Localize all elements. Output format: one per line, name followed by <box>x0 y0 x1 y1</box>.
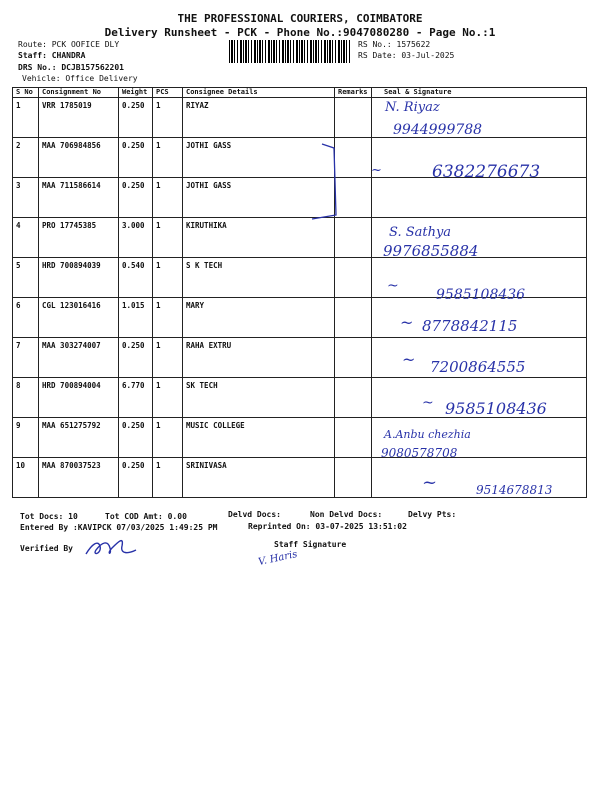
staff-signature: V. Haris <box>257 549 299 568</box>
cell-pcs: 1 <box>153 138 183 178</box>
col-pcs: PCS <box>153 88 183 98</box>
cell-consignment: MAA 870037523 <box>39 458 119 498</box>
cell-remarks <box>335 338 372 378</box>
table-row <box>13 178 587 218</box>
cell-consignment: PRO 17745385 <box>39 218 119 258</box>
cell-sno: 7 <box>13 338 39 378</box>
cell-remarks <box>335 178 372 218</box>
cell-pcs: 1 <box>153 378 183 418</box>
cell-pcs: 1 <box>153 418 183 458</box>
cell-consignee: SRINIVASA <box>183 458 335 498</box>
cell-consignment: HRD 700894039 <box>39 258 119 298</box>
cell-remarks <box>335 378 372 418</box>
handwritten-name: S. Sathya <box>389 225 452 240</box>
handwritten-mark: ~ <box>422 395 434 411</box>
cell-remarks <box>335 298 372 338</box>
cell-weight: 0.540 <box>119 258 153 298</box>
cell-sno: 5 <box>13 258 39 298</box>
handwritten-mark: ~ <box>402 350 416 369</box>
cell-pcs: 1 <box>153 258 183 298</box>
handwritten-phone: 9080578708 <box>381 446 458 460</box>
cell-weight: 6.770 <box>119 378 153 418</box>
non-delivered-docs: Non Delvd Docs: <box>310 510 383 519</box>
staff-label: Staff: CHANDRA <box>18 51 86 60</box>
table-row <box>13 218 587 258</box>
delivered-docs: Delvd Docs: <box>228 510 281 519</box>
cell-sno: 3 <box>13 178 39 218</box>
table-header-row <box>13 88 587 98</box>
col-signature: Seal & Signature <box>372 88 587 98</box>
cell-remarks <box>335 258 372 298</box>
staff-signature-label: Staff Signature <box>274 540 347 549</box>
cell-weight: 3.000 <box>119 218 153 258</box>
cell-consignee: S K TECH <box>183 258 335 298</box>
handwritten-mark: ~ <box>387 278 399 294</box>
cell-weight: 0.250 <box>119 98 153 138</box>
cell-remarks <box>335 418 372 458</box>
cell-sno: 9 <box>13 418 39 458</box>
cell-consignee: JOTHI GASS <box>183 178 335 218</box>
cell-pcs: 1 <box>153 338 183 378</box>
cell-pcs: 1 <box>153 98 183 138</box>
handwritten-name: N. Riyaz <box>385 100 440 115</box>
cell-weight: 0.250 <box>119 458 153 498</box>
runsheet-subtitle: Delivery Runsheet - PCK - Phone No.:9047080280 - Page No.:1 <box>104 26 496 39</box>
handwritten-phone: 9585108436 <box>436 287 526 303</box>
col-remarks: Remarks <box>335 88 372 98</box>
cell-consignment: CGL 123016416 <box>39 298 119 338</box>
cell-pcs: 1 <box>153 218 183 258</box>
col-weight: Weight <box>119 88 153 98</box>
cell-remarks <box>335 218 372 258</box>
cell-pcs: 1 <box>153 178 183 218</box>
cell-consignee: MARY <box>183 298 335 338</box>
handwritten-phone: 9944999788 <box>393 122 483 138</box>
handwritten-name: A.Anbu chezhia <box>384 428 471 441</box>
cell-consignee: JOTHI GASS <box>183 138 335 178</box>
cell-signature <box>372 178 587 218</box>
cell-consignment: VRR 1785019 <box>39 98 119 138</box>
cell-pcs: 1 <box>153 298 183 338</box>
cell-sno: 6 <box>13 298 39 338</box>
reprinted-on: Reprinted On: 03-07-2025 13:51:02 <box>248 522 407 531</box>
cell-consignee: MUSIC COLLEGE <box>183 418 335 458</box>
col-sno: S No <box>13 88 39 98</box>
cell-consignee: KIRUTHIKA <box>183 218 335 258</box>
cell-weight: 0.250 <box>119 138 153 178</box>
handwritten-phone: 7200864555 <box>430 358 526 376</box>
delivery-points: Delvy Pts: <box>408 510 457 519</box>
cell-sno: 2 <box>13 138 39 178</box>
cell-consignment: MAA 303274007 <box>39 338 119 378</box>
cell-sno: 4 <box>13 218 39 258</box>
cell-remarks <box>335 458 372 498</box>
verified-signature <box>82 532 142 562</box>
drs-number: DRS No.: DCJB157562201 <box>18 63 124 72</box>
rs-date: RS Date: 03-Jul-2025 <box>358 51 455 60</box>
table-row <box>13 418 587 458</box>
cell-sno: 1 <box>13 98 39 138</box>
verified-by-label: Verified By <box>20 544 73 553</box>
cell-weight: 0.250 <box>119 178 153 218</box>
col-consignment: Consignment No <box>39 88 119 98</box>
total-docs: Tot Docs: 10 <box>20 512 78 521</box>
cell-remarks <box>335 138 372 178</box>
cell-consignee: RAHA EXTRU <box>183 338 335 378</box>
cell-remarks <box>335 98 372 138</box>
handwritten-phone: 9514678813 <box>476 483 553 497</box>
rs-number: RS No.: 1575622 <box>358 40 431 49</box>
handwritten-phone: 9585108436 <box>445 399 547 418</box>
handwritten-phone: 6382276673 <box>432 162 541 182</box>
route-label: Route: PCK OOFICE DLY <box>18 40 120 49</box>
col-consignee: Consignee Details <box>183 88 335 98</box>
table-row <box>13 98 587 138</box>
cell-consignment: MAA 651275792 <box>39 418 119 458</box>
handwritten-phone: 8778842115 <box>422 317 518 335</box>
vehicle-label: Vehicle: Office Delivery <box>22 74 138 83</box>
handwritten-mark: ~ <box>422 472 438 493</box>
cell-consignment: MAA 711586614 <box>39 178 119 218</box>
cell-consignment: MAA 706984856 <box>39 138 119 178</box>
cell-sno: 10 <box>13 458 39 498</box>
cell-consignee: SK TECH <box>183 378 335 418</box>
cell-weight: 0.250 <box>119 418 153 458</box>
cell-consignee: RIYAZ <box>183 98 335 138</box>
cell-weight: 1.015 <box>119 298 153 338</box>
total-cod: Tot COD Amt: 0.00 <box>105 512 187 521</box>
cell-weight: 0.250 <box>119 338 153 378</box>
handwritten-phone: 9976855884 <box>383 242 479 260</box>
entered-by: Entered By :KAVIPCK 07/03/2025 1:49:25 PM <box>20 523 218 532</box>
cell-sno: 8 <box>13 378 39 418</box>
handwritten-mark: ~ <box>371 163 382 178</box>
barcode <box>229 40 352 63</box>
handwritten-mark: ~ <box>400 313 414 332</box>
cell-consignment: HRD 700894004 <box>39 378 119 418</box>
company-title: THE PROFESSIONAL COURIERS, COIMBATORE <box>177 12 423 25</box>
cell-pcs: 1 <box>153 458 183 498</box>
